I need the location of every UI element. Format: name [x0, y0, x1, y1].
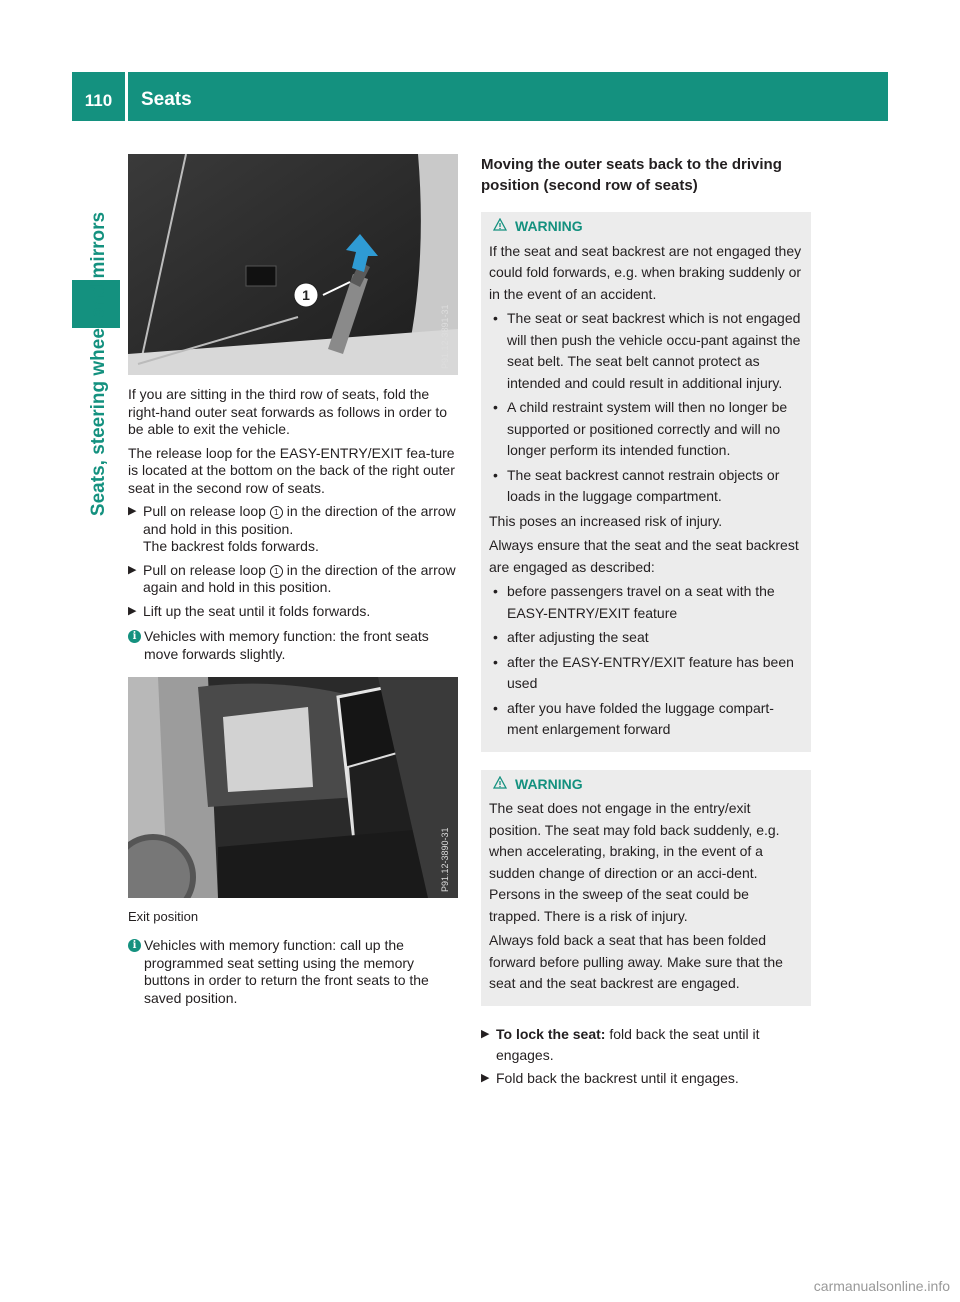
warning-text: If the seat and seat backrest are not engaged they could fold forwards, e.g. when braking suddenly or in the event of an accident. — [489, 242, 802, 302]
left-column — [128, 386, 460, 663]
chapter-title: Seats — [141, 89, 192, 110]
figure-code: P91.12-3891-31 — [440, 304, 450, 369]
info-note: i Vehicles with memory function: the front seats move forwards slightly. — [128, 628, 460, 663]
warning-text: The seat does not engage in the entry/exit position. The seat may fold back suddenly, e.g. when accelerating, braking, in the event of a sudden change of direction or an acci-dent. Persons in the sweep of the seat could be trapped. There is a risk of injury. — [489, 800, 780, 924]
list-item: • A child restraint system will then no longer be supported or positioned correctly and will no longer perform its intended function. — [493, 399, 788, 458]
instruction-step: ▶ Pull on release loop 1 in the direction of the arrow again and hold in this position. — [128, 561, 456, 595]
list-item: • after the EASY-ENTRY/EXIT feature has been used — [493, 653, 794, 691]
callout-1: 1 — [302, 287, 310, 303]
step-arrow-icon: ▶ — [128, 604, 137, 617]
list-item: • The seat backrest cannot restrain objects or loads in the luggage compartment. — [493, 466, 780, 504]
list-item: • after you have folded the luggage compart-ment enlargement forward — [493, 699, 774, 737]
callout-icon: 1 — [270, 506, 283, 519]
step-arrow-icon: ▶ — [128, 505, 137, 517]
page-number: 110 — [84, 91, 113, 110]
figure-caption: Exit position — [128, 909, 199, 924]
instruction-step: ▶ Pull on release loop 1 in the direction of the arrow and hold in this position. The backrest folds forwards. — [128, 503, 456, 554]
section-title-vertical: Seats, steering wheel and mirrors — [88, 211, 109, 517]
instruction-step: ▶ Lift up the seat until it folds forwards. — [128, 602, 371, 619]
instruction-step: ▶ Fold back the backrest until it engages. — [481, 1068, 811, 1089]
list-item: • The seat or seat backrest which is not engaged will then push the vehicle occu-pant against the seat belt. The seat belt cannot protect as intended and could result in additional injury. — [493, 310, 801, 391]
step-result: The backrest folds forwards. — [143, 538, 319, 554]
step-arrow-icon: ▶ — [128, 563, 137, 576]
list-item: • before passengers travel on a seat with the EASY-ENTRY/EXIT feature — [493, 583, 775, 621]
section-heading: Moving the outer seats back to the driving position (second row of seats) — [481, 156, 782, 194]
step-arrow-icon: ▶ — [481, 1071, 490, 1084]
right-column — [481, 154, 811, 1091]
list-item: • after adjusting the seat — [493, 629, 649, 645]
intro-paragraph: If you are sitting in the third row of seats, fold the right-hand outer seat forwards as follows in order to be able to exit the vehicle. — [128, 386, 448, 437]
warning-triangle-icon — [493, 774, 507, 796]
callout-icon: 1 — [270, 565, 283, 578]
warning-text: Always fold back a seat that has been folded forward before pulling away. Make sure that the seat and the seat backrest are engaged. — [489, 932, 783, 991]
figure-code: P91.12-3890-31 — [440, 827, 450, 892]
warning-heading: WARNING — [489, 216, 803, 238]
warning-text: This poses an increased risk of injury. — [489, 512, 723, 529]
info-icon: i — [128, 939, 141, 952]
exit-position-photo — [128, 677, 458, 898]
header-bar — [72, 72, 888, 121]
warning-box — [481, 212, 811, 752]
info-icon: i — [128, 630, 141, 643]
warning-text: Always ensure that the seat and the seat backrest are engaged as described: — [489, 537, 799, 575]
release-paragraph: The release loop for the EASY-ENTRY/EXIT fea-ture is located at the bottom on the back of the right outer seat in the second row of seats. — [128, 444, 455, 496]
release-loop-photo — [128, 154, 458, 375]
warning-box — [481, 770, 811, 1006]
watermark: carmanualsonline.info — [813, 1278, 950, 1294]
warning-heading: WARNING — [489, 774, 803, 796]
info-note — [128, 937, 460, 1007]
instruction-step: ▶ To lock the seat: fold back the seat until it engages. — [481, 1025, 760, 1063]
info-note-body: i Vehicles with memory function: call up the programmed seat setting using the memory buttons in order to return the front seats to the saved position. — [128, 937, 460, 1007]
warning-triangle-icon — [493, 216, 507, 238]
header-divider — [125, 72, 128, 121]
step-arrow-icon: ▶ — [481, 1027, 490, 1040]
